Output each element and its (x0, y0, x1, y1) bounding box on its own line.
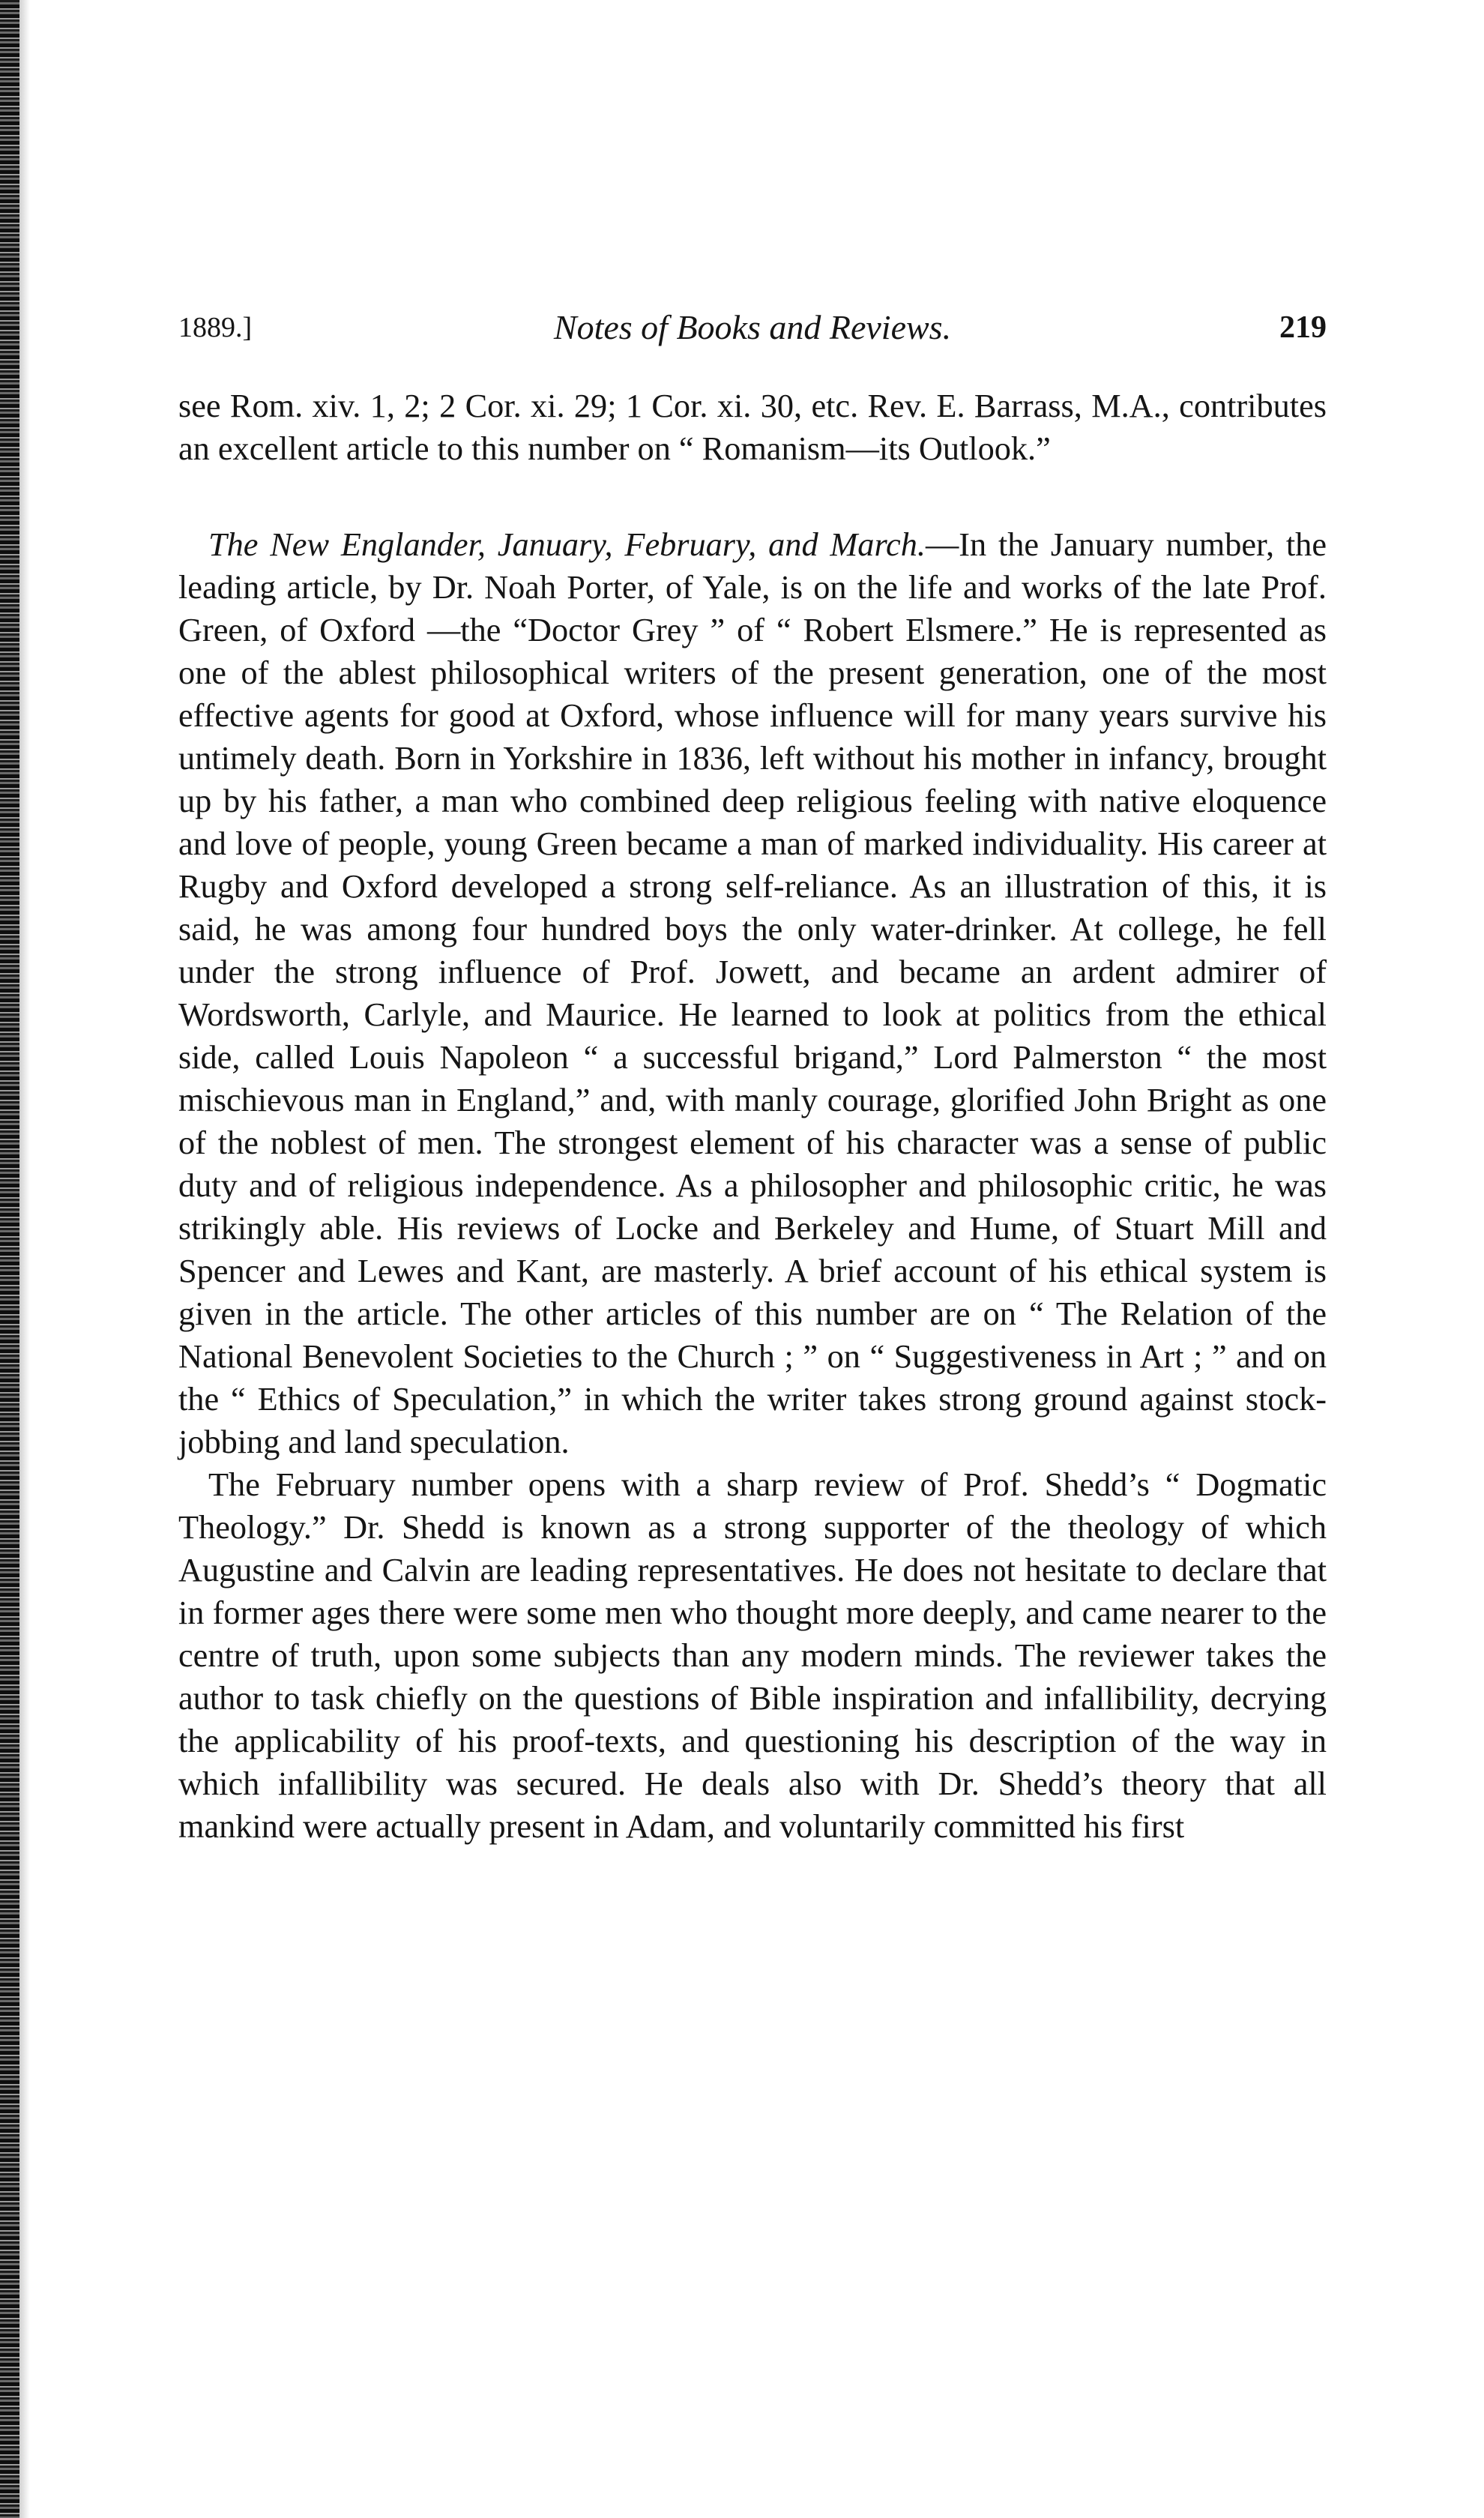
paragraph-text: —In the January number, the leading article, by Dr. Noah Porter, of Yale, is on the life and works of the late Prof. Green, of Oxford —the “Doctor Grey ” of “ Robert Elsmere.” He is represented as one of the ablest philosophical writers of the present generation, one of the most effective agents for good at Oxford, whose influence will for many years survive his untimely death. Born in Yorkshire in 1836, left without his mother in infancy, brought up by his father, a man who combined deep religious feeling with native eloquence and love of people, young Green became a man of marked individuality. His career at Rugby and Oxford developed a strong self-reliance. As an illustration of this, it is said, he was among four hundred boys the only water-drinker. At college, he fell under the strong influence of Prof. Jowett, and became an ardent admirer of Wordsworth, Carlyle, and Maurice. He learned to look at politics from the ethical side, called Louis Napoleon “ a successful brigand,” Lord Palmerston “ the most mischievous man in England,” and, with manly courage, glorified John Bright as one of the noblest of men. The strongest element of his character was a sense of public duty and of religious independence. As a philosopher and philosophic critic, he was strikingly able. His reviews of Locke and Berkeley and Hume, of Stuart Mill and Spencer and Lewes and Kant, are masterly. A brief account of his ethical system is given in the article. The other articles of this number are on “ The Relation of the National Benevolent Societies to the Church ; ” on “ Suggestiveness in Art ; ” and on the “ Ethics of Speculation,” in which the writer takes strong ground against stock-jobbing and land speculation. (178, 526, 1327, 1460)
header-year: 1889.] (178, 312, 253, 343)
header-title: Notes of Books and Reviews. (553, 308, 952, 346)
scan-binding-edge (0, 0, 19, 2518)
journal-title: The New Englander, January, February, and March. (208, 526, 926, 563)
page-number: 219 (1279, 310, 1327, 345)
running-head (178, 304, 1327, 352)
page-body (178, 385, 1327, 1848)
paragraph-continuation (178, 385, 1327, 470)
paragraph-text: The February number opens with a sharp review of Prof. Shedd’s “ Dogmatic Theology.” Dr. Shedd is known as a strong supporter of the theology of which Augustine and Calvin are leading representatives. He does not hesitate to declare that in former ages there were some men who thought more deeply, and came nearer to the centre of truth, upon some subjects than any modern minds. The reviewer takes the author to task chiefly on the questions of Bible inspiration and infallibility, decrying the applicability of his proof-texts, and questioning his description of the way in which infallibility was secured. He deals also with Dr. Shedd’s theory that all mankind were actually present in Adam, and voluntarily committed his first (178, 1466, 1327, 1845)
scan-binding-shadow (19, 0, 30, 2518)
paragraph-february (178, 1463, 1327, 1848)
paragraph-new-englander (178, 523, 1327, 1463)
paragraph-text: see Rom. xiv. 1, 2; 2 Cor. xi. 29; 1 Cor. xi. 30, etc. Rev. E. Barrass, M.A., contributes an excellent article to this number on “ Romanism—its Outlook.” (178, 388, 1327, 467)
book-page (178, 304, 1327, 1848)
